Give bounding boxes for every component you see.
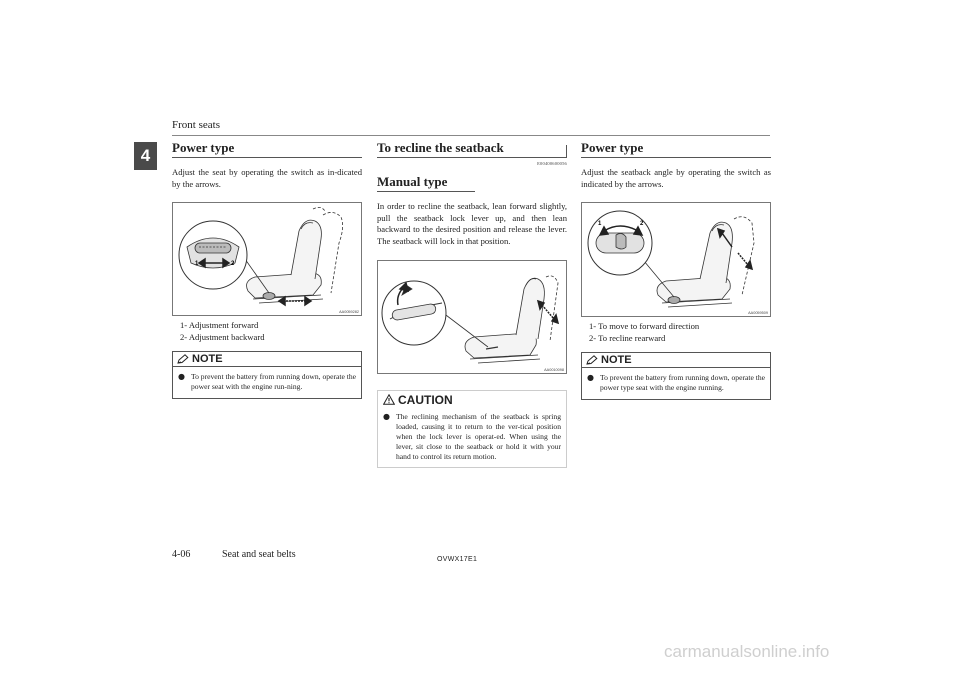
power-type-body-2: Adjust the seatback angle by operating the switch as indicated by the arrows. <box>581 167 771 189</box>
note-header <box>173 352 361 367</box>
column-power-type-seat <box>172 140 362 399</box>
note-text: To prevent the battery from running down, operate the power seat with the engine run-ning. <box>191 372 357 391</box>
note-body <box>582 368 770 399</box>
note-title: NOTE <box>601 354 632 366</box>
note-text: To prevent the battery from running down, operate the power type seat with the engine running. <box>600 373 766 392</box>
caution-title: CAUTION <box>398 392 453 407</box>
seat-adjust-figure <box>172 202 362 316</box>
note-box <box>581 352 771 400</box>
section-code: E00400600056 <box>537 161 567 166</box>
footer-chapter: Seat and seat belts <box>222 549 296 560</box>
legend-item: 2- To recline rearward <box>589 332 666 343</box>
column-power-type-seatback <box>581 140 771 400</box>
power-type-heading-2: Power type <box>581 140 771 158</box>
legend-item: 1- To move to forward direction <box>589 321 700 332</box>
bullet-icon: ● <box>587 373 594 382</box>
caution-body <box>378 408 566 467</box>
seat-adjust-illustration <box>173 203 361 315</box>
bullet-icon: ● <box>383 412 390 422</box>
power-type-heading: Power type <box>172 140 362 158</box>
recline-figure <box>377 260 567 374</box>
note-body <box>173 367 361 398</box>
fig-label-1: 1 <box>195 261 199 268</box>
warning-triangle-icon <box>383 394 395 405</box>
caution-text: The reclining mechanism of the seatback is spring loaded, causing it to return to the ver-tical position when the lock lever is operat-ed. When using the lever, sit close to the seatback or hold it with your hand to control its return motion. <box>396 412 561 462</box>
seatback-power-figure <box>581 202 771 317</box>
column-recline-seatback <box>377 140 567 468</box>
page-number: 4-06 <box>172 549 191 560</box>
footer-code: OVWX17E1 <box>437 556 478 563</box>
figure-legend <box>172 320 362 343</box>
heading-tick <box>566 145 567 158</box>
pencil-icon <box>586 355 598 365</box>
note-title: NOTE <box>192 353 223 365</box>
figure-code: AA0059509 <box>748 311 768 316</box>
fig-label-2: 2 <box>231 261 235 268</box>
fig-label-2: 2 <box>640 221 644 228</box>
manual-type-heading: Manual type <box>377 174 475 192</box>
recline-lever-illustration <box>378 261 566 373</box>
caution-header <box>378 391 566 408</box>
manual-type-body: In order to recline the seatback, lean forward slightly, pull the seatback lock lever up, and then lean backward to the desired position and release the lever. The seatback will lock in that position. <box>377 201 567 246</box>
pencil-icon <box>177 354 189 364</box>
recline-heading-wrap <box>377 140 567 158</box>
bullet-icon: ● <box>178 372 185 381</box>
section-header: Front seats <box>172 119 220 131</box>
seatback-switch-illustration <box>582 203 770 316</box>
power-type-body: Adjust the seat by operating the switch as in-dicated by the arrows. <box>172 167 362 189</box>
legend-item: 1- Adjustment forward <box>180 320 259 331</box>
header-rule <box>172 135 770 136</box>
chapter-tab: 4 <box>134 142 157 170</box>
legend-item: 2- Adjustment backward <box>180 331 265 342</box>
caution-box <box>377 390 567 468</box>
note-box <box>172 351 362 399</box>
figure-code: AA0010098 <box>544 368 564 373</box>
recline-heading: To recline the seatback <box>377 140 567 158</box>
figure-legend <box>581 321 771 344</box>
watermark: carmanualsonline.info <box>664 642 830 661</box>
note-header <box>582 353 770 368</box>
fig-label-1: 1 <box>598 221 602 228</box>
figure-code: AA0059282 <box>339 310 359 315</box>
